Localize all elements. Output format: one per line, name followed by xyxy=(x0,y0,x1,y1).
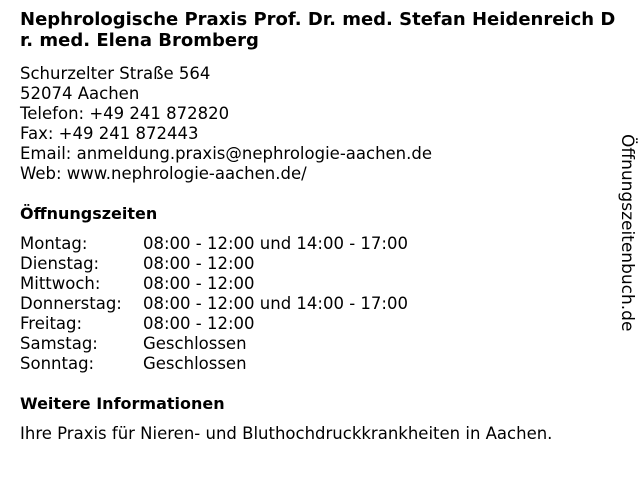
email-address: Email: anmeldung.praxis@nephrologie-aachen.de xyxy=(20,144,433,163)
hours-row-saturday xyxy=(20,334,408,354)
day-label: Donnerstag: xyxy=(20,294,122,313)
hours-row-monday xyxy=(20,234,408,254)
side-brand-watermark: Öffnungszeitenbuch.de xyxy=(617,134,637,332)
hours-value: Geschlossen xyxy=(143,334,247,353)
day-label: Freitag: xyxy=(20,314,83,333)
hours-value: 08:00 - 12:00 xyxy=(143,314,255,333)
hours-row-sunday xyxy=(20,354,408,374)
fax-number: Fax: +49 241 872443 xyxy=(20,124,199,143)
hours-value: Geschlossen xyxy=(143,354,247,373)
hours-row-wednesday xyxy=(20,274,408,294)
more-info-heading: Weitere Informationen xyxy=(20,394,225,413)
contact-block xyxy=(20,64,432,184)
day-label: Montag: xyxy=(20,234,88,253)
day-label: Mittwoch: xyxy=(20,274,101,293)
opening-hours-heading: Öffnungszeiten xyxy=(20,204,158,223)
hours-value: 08:00 - 12:00 xyxy=(143,254,255,273)
day-label: Dienstag: xyxy=(20,254,100,273)
hours-value: 08:00 - 12:00 und 14:00 - 17:00 xyxy=(143,234,408,253)
more-info-text: Ihre Praxis für Nieren- und Bluthochdruckkrankheiten in Aachen. xyxy=(20,424,553,443)
opening-hours-table xyxy=(20,234,408,374)
phone-number: Telefon: +49 241 872820 xyxy=(20,104,230,123)
hours-row-friday xyxy=(20,314,408,334)
practice-title: Nephrologische Praxis Prof. Dr. med. Stefan Heidenreich Dr. med. Elena Bromberg xyxy=(20,9,616,51)
day-label: Samstag: xyxy=(20,334,98,353)
street-address: Schurzelter Straße 564 xyxy=(20,64,211,83)
city-address: 52074 Aachen xyxy=(20,84,140,103)
hours-row-tuesday xyxy=(20,254,408,274)
hours-row-thursday xyxy=(20,294,408,314)
day-label: Sonntag: xyxy=(20,354,95,373)
website-address: Web: www.nephrologie-aachen.de/ xyxy=(20,164,307,183)
hours-value: 08:00 - 12:00 und 14:00 - 17:00 xyxy=(143,294,408,313)
hours-value: 08:00 - 12:00 xyxy=(143,274,255,293)
